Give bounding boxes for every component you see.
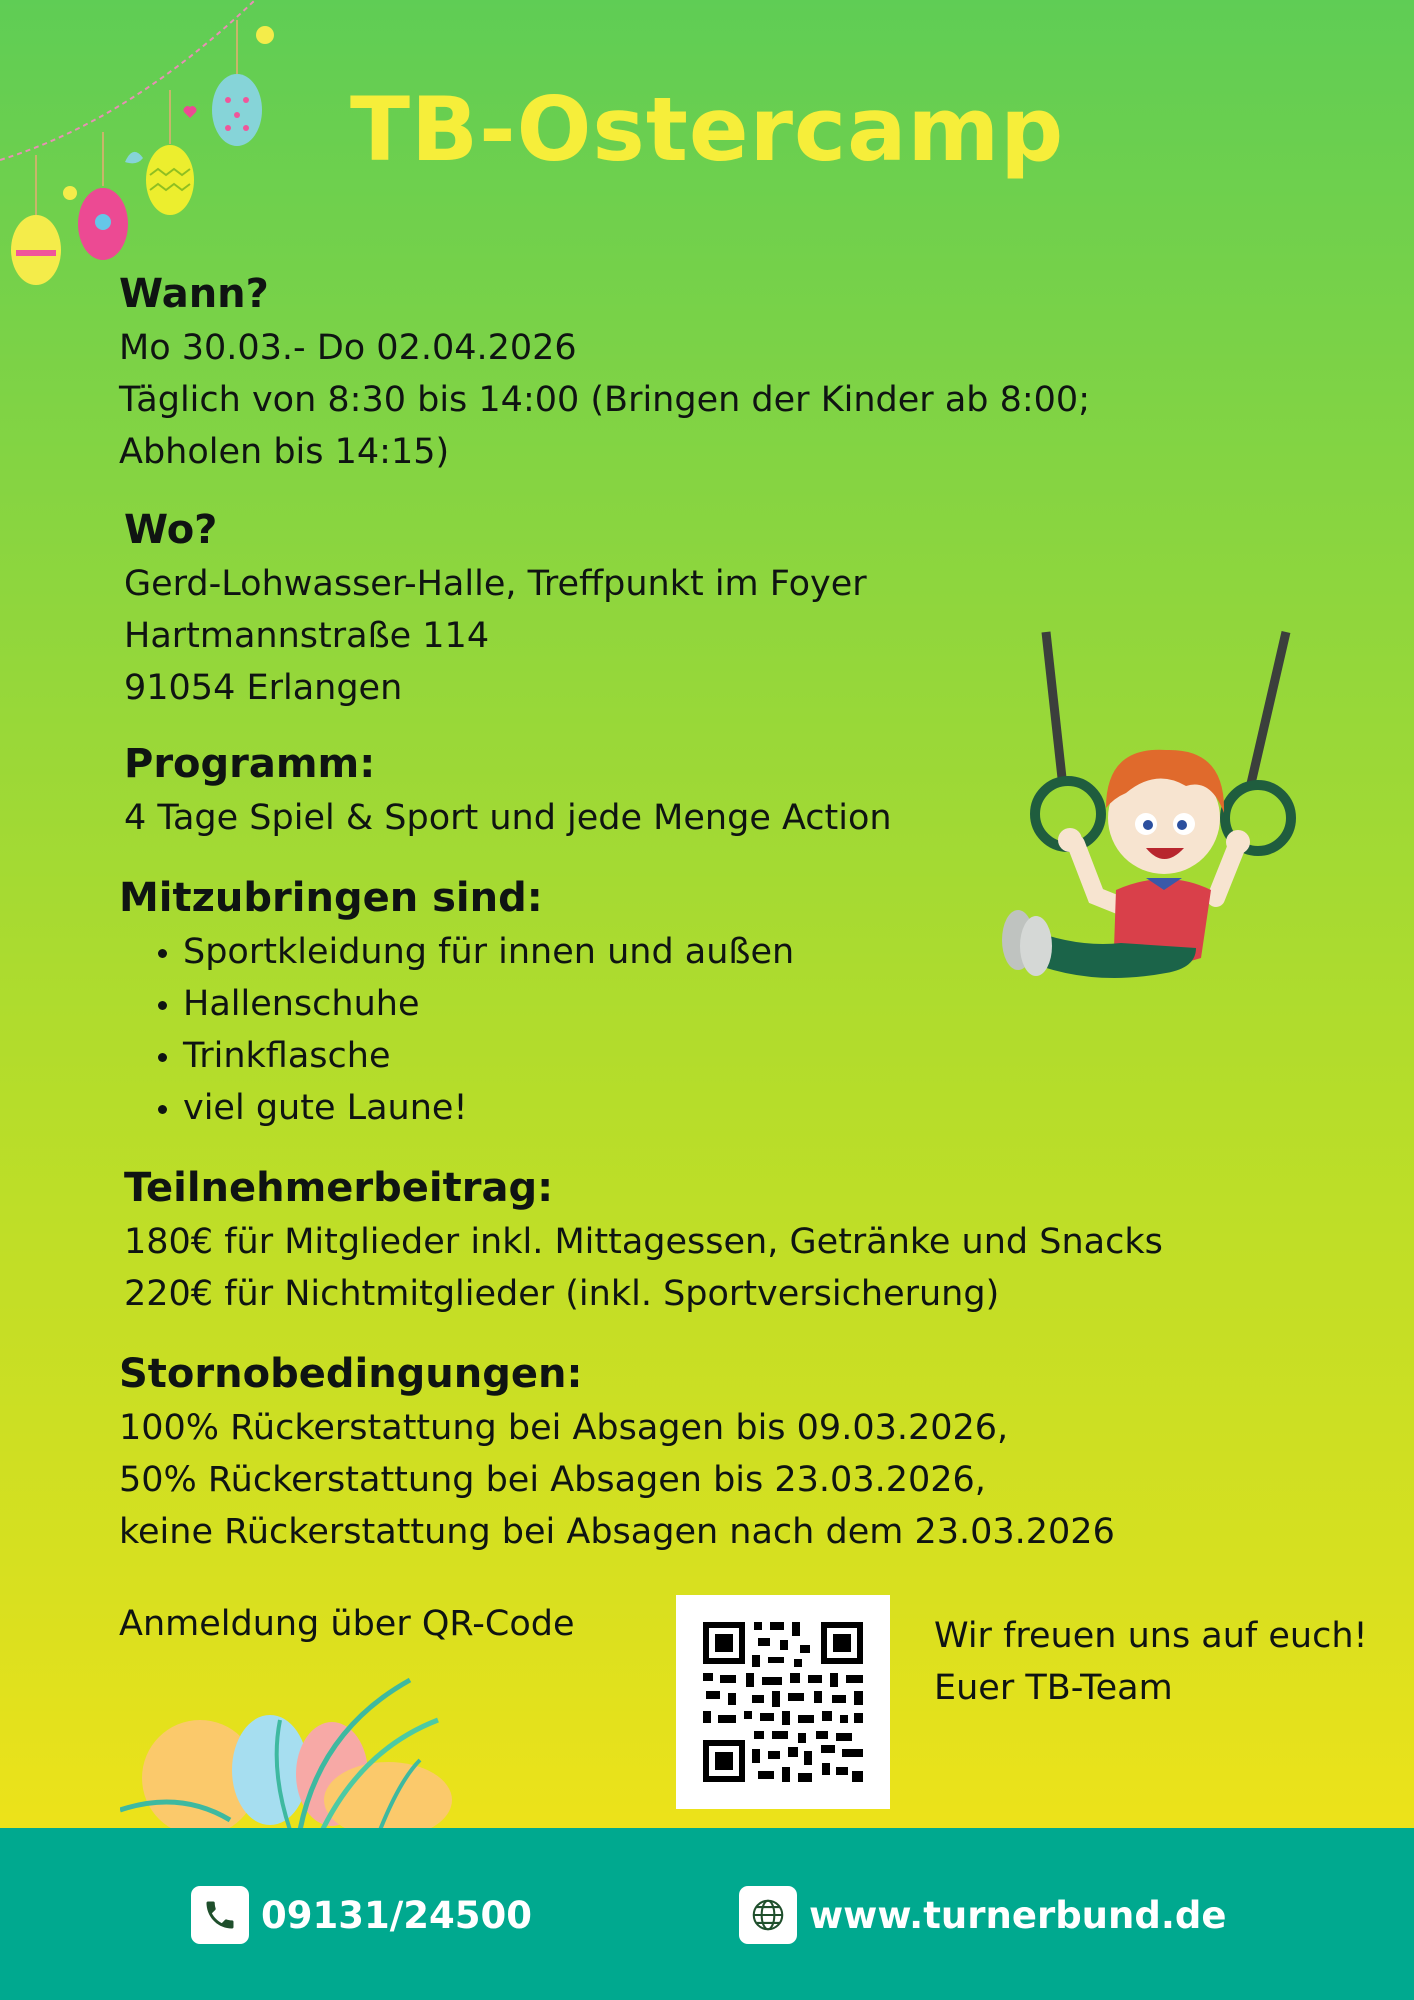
section-line: Täglich von 8:30 bis 14:00 (Bringen der Kinder ab 8:00; <box>119 380 1090 420</box>
list-item: • Hallenschuhe <box>183 978 794 1030</box>
registration-label: Anmeldung über QR-Code <box>119 1604 575 1644</box>
boy-on-rings-illustration <box>996 628 1296 1018</box>
page-title: TB-Ostercamp <box>350 78 1065 181</box>
easter-eggs-grass-decoration <box>120 1670 460 1840</box>
hanging-eggs-decoration <box>0 0 290 300</box>
section-heading: Wo? <box>124 507 218 553</box>
section-heading: Mitzubringen sind: <box>119 875 543 921</box>
globe-icon <box>739 1886 797 1944</box>
list-item: • viel gute Laune! <box>183 1082 794 1134</box>
closing-line: Wir freuen uns auf euch! <box>934 1616 1368 1656</box>
phone-icon <box>191 1886 249 1944</box>
website-link: www.turnerbund.de <box>809 1893 1227 1937</box>
section-line: 50% Rückerstattung bei Absagen bis 23.03.2026, <box>119 1460 986 1500</box>
closing-signature: Euer TB-Team <box>934 1668 1173 1708</box>
section-line: 180€ für Mitglieder inkl. Mittagessen, Getränke und Snacks <box>124 1222 1163 1262</box>
phone-number: 09131/24500 <box>261 1893 532 1937</box>
closing-message <box>934 1610 1368 1714</box>
footer-bar <box>0 1828 1414 2000</box>
section-line: Gerd-Lohwasser-Halle, Treffpunkt im Foyer <box>124 564 867 604</box>
section-line: keine Rückerstattung bei Absagen nach dem 23.03.2026 <box>119 1512 1115 1552</box>
list-item: • Sportkleidung für innen und außen <box>183 926 794 978</box>
section-teilnehmerbeitrag <box>124 1160 1163 1320</box>
section-line: Mo 30.03.- Do 02.04.2026 <box>119 328 577 368</box>
section-line: 100% Rückerstattung bei Absagen bis 09.03.2026, <box>119 1408 1009 1448</box>
footer-phone[interactable] <box>191 1886 532 1944</box>
registration-qr-code[interactable] <box>676 1595 890 1809</box>
section-heading: Programm: <box>124 741 376 787</box>
section-line: 220€ für Nichtmitglieder (inkl. Sportversicherung) <box>124 1274 1000 1314</box>
section-line: 91054 Erlangen <box>124 668 403 708</box>
section-line: 4 Tage Spiel & Sport und jede Menge Action <box>124 798 892 838</box>
footer-website[interactable] <box>739 1886 1226 1944</box>
section-wann <box>119 266 1090 478</box>
section-programm <box>124 736 892 844</box>
section-line: Abholen bis 14:15) <box>119 432 450 472</box>
section-mitzubringen <box>119 870 794 1134</box>
section-wo <box>124 502 867 714</box>
list-item: • Trinkflasche <box>183 1030 794 1082</box>
section-heading: Wann? <box>119 271 269 317</box>
section-stornobedingungen <box>119 1346 1115 1558</box>
section-heading: Teilnehmerbeitrag: <box>124 1165 554 1211</box>
section-heading: Stornobedingungen: <box>119 1351 583 1397</box>
bullet-list <box>119 926 794 1134</box>
section-line: Hartmannstraße 114 <box>124 616 490 656</box>
